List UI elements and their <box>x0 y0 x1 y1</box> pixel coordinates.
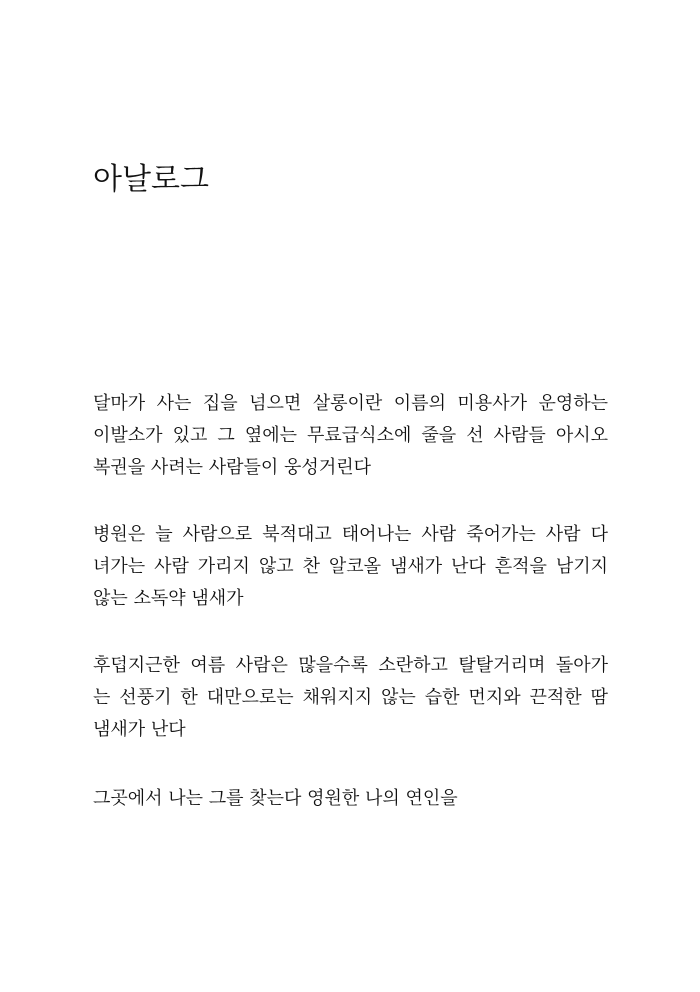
stanza-line: 후덥지근한 여름 사람은 많을수록 소란하고 탈탈거리며 돌아가 <box>93 655 608 676</box>
stanza-4 <box>93 783 608 815</box>
stanza-line: 병원은 늘 사람으로 북적대고 태어나는 사람 죽어가는 사람 다 <box>93 524 608 545</box>
stanza-line: 이발소가 있고 그 옆에는 무료급식소에 줄을 선 사람들 아시오 <box>93 425 608 446</box>
poem-title: 아날로그 <box>93 162 209 197</box>
stanza-line: 복권을 사려는 사람들이 웅성거린다 <box>93 457 371 478</box>
stanza-line: 달마가 사는 집을 넘으면 살롱이란 이름의 미용사가 운영하는 <box>93 393 608 414</box>
stanza-line: 않는 소독약 냄새가 <box>93 588 244 609</box>
stanza-1 <box>93 388 608 484</box>
stanza-3 <box>93 650 608 746</box>
stanza-2 <box>93 519 608 615</box>
stanza-line: 그곳에서 나는 그를 찾는다 영원한 나의 연인을 <box>93 788 458 809</box>
stanza-line: 냄새가 난다 <box>93 719 186 740</box>
stanza-line: 는 선풍기 한 대만으로는 채워지지 않는 습한 먼지와 끈적한 땀 <box>93 687 608 708</box>
stanza-line: 녀가는 사람 가리지 않고 찬 알코올 냄새가 난다 흔적을 남기지 <box>93 556 608 577</box>
